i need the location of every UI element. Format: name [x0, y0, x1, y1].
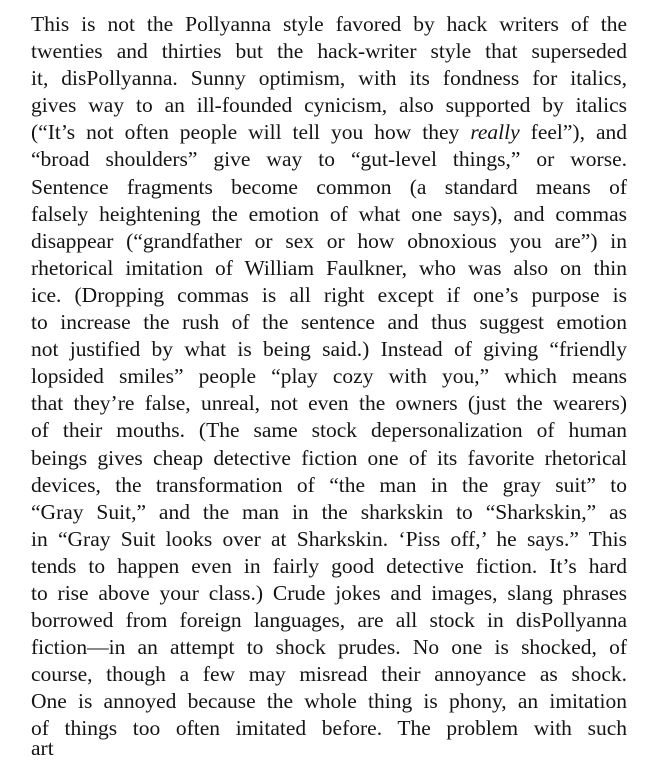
text-line: gives way to an ill-founded cynicism, also supported by italics [31, 93, 627, 118]
text-line: ice. (Dropping commas is all right except if one’s purpose is [31, 282, 627, 307]
text-line: that they’re false, unreal, not even the owners (just the wearers) [31, 391, 627, 416]
text-line: borrowed from foreign languages, are all stock in disPollyanna [31, 608, 627, 633]
text-line [31, 119, 627, 146]
text-line: “broad shoulders” give way to “gut-level things,” or worse. [31, 147, 627, 172]
text-line: lopsided smiles” people “play cozy with you,” which means [31, 364, 627, 389]
text-line: fiction—in an attempt to shock prudes. No one is shocked, of [31, 635, 627, 660]
text-line: to rise above your class.) Crude jokes and images, slang phrases [31, 580, 627, 605]
text-line: “Gray Suit,” and the man in the sharkskin to “Sharkskin,” as [31, 499, 627, 524]
text-line: of their mouths. (The same stock depersonalization of human [31, 418, 627, 443]
text-line: One is annoyed because the whole thing is phony, an imitation [31, 689, 627, 714]
text-line: disappear (“grandfather or sex or how obnoxious you are”) in [31, 228, 627, 253]
text-line: devices, the transformation of “the man in the gray suit” to [31, 472, 627, 497]
body-paragraph [31, 11, 627, 743]
text-line: of things too often imitated before. The problem with such [31, 716, 627, 741]
cut-off-line [31, 736, 71, 760]
text-line: it, disPollyanna. Sunny optimism, with its fondness for italics, [31, 66, 627, 91]
cut-off-text: art [31, 736, 54, 760]
text-line: Sentence fragments become common (a standard means of [31, 174, 627, 199]
italic-emphasis: really [470, 120, 520, 145]
text-line: This is not the Pollyanna style favored by hack writers of the [31, 12, 627, 36]
text-segment: feel”), and [519, 120, 628, 145]
text-line: course, though a few may misread their annoyance as shock. [31, 662, 627, 687]
text-line: twenties and thirties but the hack-writer style that superseded [31, 39, 627, 64]
text-line: in “Gray Suit looks over at Sharkskin. ‘Piss off,’ he says.” This [31, 526, 627, 551]
text-line: tends to happen even in fairly good detective fiction. It’s hard [31, 553, 627, 578]
text-line: falsely heightening the emotion of what one says), and commas [31, 201, 627, 226]
text-line: to increase the rush of the sentence and thus suggest emotion [31, 310, 627, 335]
text-line: rhetorical imitation of William Faulkner, who was also on thin [31, 255, 627, 280]
text-segment: (“It’s not often people will tell you how they [31, 120, 471, 145]
text-line: beings gives cheap detective fiction one of its favorite rhetorical [31, 445, 627, 470]
text-line: not justified by what is being said.) Instead of giving “friendly [31, 337, 627, 362]
